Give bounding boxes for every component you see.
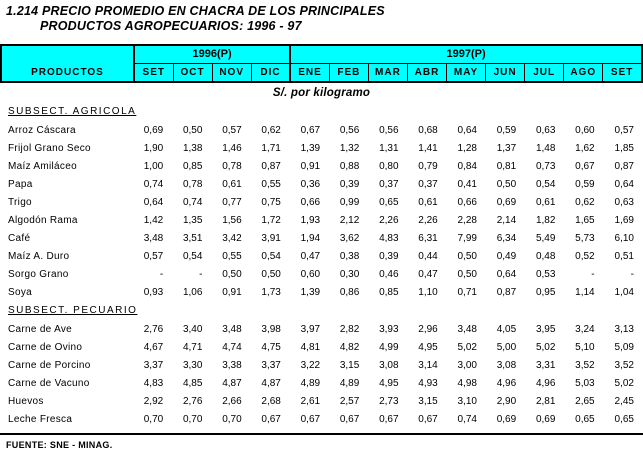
price-cell: 5,02 xyxy=(535,341,556,353)
price-cell: 0,66 xyxy=(457,196,477,208)
month-header: NOV xyxy=(212,63,251,82)
product-name: Huevos xyxy=(8,395,44,407)
price-cell: 0,61 xyxy=(535,196,556,208)
product-row xyxy=(0,265,643,283)
price-cell: 0,55 xyxy=(261,178,281,190)
price-cell: 0,79 xyxy=(418,160,438,172)
price-cell: 0,64 xyxy=(143,196,164,208)
price-cell: 3,31 xyxy=(535,359,556,371)
price-cell: 0,93 xyxy=(143,286,164,298)
month-header: SET xyxy=(603,63,642,82)
price-cell: 0,67 xyxy=(418,413,438,425)
price-cell: 3,37 xyxy=(143,359,164,371)
price-cell: 1,94 xyxy=(300,232,321,244)
product-row xyxy=(0,283,643,301)
price-cell: 1,41 xyxy=(418,142,438,154)
price-cell: 1,39 xyxy=(300,286,321,298)
price-cell: 0,74 xyxy=(182,196,203,208)
price-cell: - xyxy=(591,268,595,280)
price-cell: 5,03 xyxy=(575,377,595,389)
price-cell: 0,54 xyxy=(182,250,203,262)
price-cell: 4,96 xyxy=(496,377,517,389)
price-cell: 4,87 xyxy=(222,377,242,389)
price-cell: 2,28 xyxy=(457,214,477,226)
price-cell: 0,64 xyxy=(614,178,634,190)
month-header: ENE xyxy=(290,63,329,82)
price-cell: 0,30 xyxy=(339,268,360,280)
price-cell: 0,48 xyxy=(535,250,556,262)
price-cell: 3,95 xyxy=(535,323,556,335)
price-cell: 0,67 xyxy=(379,413,399,425)
product-row xyxy=(0,392,643,410)
price-cell: 2,26 xyxy=(379,214,399,226)
price-cell: 2,96 xyxy=(418,323,438,335)
price-cell: 2,66 xyxy=(222,395,242,407)
price-cell: 0,69 xyxy=(143,124,164,136)
price-cell: 0,50 xyxy=(457,268,477,280)
price-cell: 4,99 xyxy=(379,341,399,353)
price-cell: 0,73 xyxy=(535,160,556,172)
price-cell: 3,51 xyxy=(182,232,203,244)
year-1996-header: 1996(P) xyxy=(134,45,290,63)
price-cell: 4,74 xyxy=(222,341,242,353)
price-cell: 2,76 xyxy=(182,395,203,407)
price-cell: 0,41 xyxy=(457,178,477,190)
price-cell: 1,71 xyxy=(261,142,281,154)
price-cell: 0,57 xyxy=(614,124,634,136)
price-cell: 2,76 xyxy=(143,323,164,335)
price-cell: 0,65 xyxy=(575,413,595,425)
price-cell: 6,10 xyxy=(614,232,634,244)
price-cell: 0,67 xyxy=(261,413,281,425)
price-cell: 0,38 xyxy=(339,250,360,262)
price-cell: 3,08 xyxy=(379,359,399,371)
product-name: Frijol Grano Seco xyxy=(8,142,91,154)
price-cell: 1,35 xyxy=(182,214,203,226)
product-name: Carne de Porcino xyxy=(8,359,91,371)
price-cell: 0,61 xyxy=(222,178,242,190)
price-cell: 0,95 xyxy=(535,286,556,298)
product-name: Carne de Vacuno xyxy=(8,377,90,389)
month-header: JUN xyxy=(486,63,525,82)
product-row xyxy=(0,175,643,193)
month-header: DIC xyxy=(251,63,290,82)
price-cell: 3,42 xyxy=(222,232,242,244)
price-cell: 0,65 xyxy=(614,413,634,425)
price-cell: 1,73 xyxy=(261,286,281,298)
price-cell: 0,49 xyxy=(496,250,517,262)
price-cell: 0,87 xyxy=(496,286,517,298)
price-cell: 0,71 xyxy=(457,286,477,298)
month-header: AGO xyxy=(564,63,603,82)
product-name: Algodón Rama xyxy=(8,214,78,226)
price-cell: 0,70 xyxy=(182,413,203,425)
price-cell: 3,30 xyxy=(182,359,203,371)
month-header: FEB xyxy=(329,63,368,82)
price-cell: 3,24 xyxy=(575,323,595,335)
page-title xyxy=(0,0,643,34)
price-cell: 1,69 xyxy=(614,214,634,226)
product-row xyxy=(0,157,643,175)
price-cell: 5,49 xyxy=(535,232,556,244)
year-1997-header: 1997(P) xyxy=(290,45,642,63)
price-cell: 4,95 xyxy=(418,341,438,353)
price-cell: 4,89 xyxy=(339,377,360,389)
price-cell: 6,34 xyxy=(496,232,517,244)
price-cell: 1,56 xyxy=(222,214,242,226)
price-cell: 1,72 xyxy=(261,214,281,226)
price-cell: 0,69 xyxy=(535,413,556,425)
price-cell: 4,75 xyxy=(261,341,281,353)
price-cell: 0,69 xyxy=(496,413,517,425)
product-name: Leche Fresca xyxy=(8,413,73,425)
price-cell: 0,39 xyxy=(339,178,360,190)
price-cell: 0,57 xyxy=(143,250,164,262)
price-cell: 4,83 xyxy=(143,377,164,389)
price-cell: 0,44 xyxy=(418,250,438,262)
price-cell: 1,85 xyxy=(614,142,634,154)
price-cell: 1,48 xyxy=(535,142,556,154)
price-cell: 3,52 xyxy=(614,359,634,371)
price-cell: 1,32 xyxy=(339,142,360,154)
price-cell: 1,10 xyxy=(418,286,438,298)
price-cell: 0,50 xyxy=(222,268,242,280)
price-cell: 3,93 xyxy=(379,323,399,335)
price-cell: 1,62 xyxy=(575,142,595,154)
price-cell: 3,48 xyxy=(143,232,164,244)
price-cell: 2,92 xyxy=(143,395,164,407)
price-cell: 3,08 xyxy=(496,359,517,371)
month-header: ABR xyxy=(407,63,446,82)
price-cell: 1,37 xyxy=(496,142,517,154)
price-cell: 4,67 xyxy=(143,341,164,353)
month-header: OCT xyxy=(173,63,212,82)
price-cell: 0,60 xyxy=(300,268,321,280)
section-row xyxy=(0,102,643,121)
price-cell: 0,64 xyxy=(496,268,517,280)
products-column-header: PRODUCTOS xyxy=(1,45,134,82)
price-cell: 0,64 xyxy=(457,124,477,136)
price-cell: 4,71 xyxy=(182,341,203,353)
month-header: MAY xyxy=(447,63,486,82)
section-row xyxy=(0,301,643,320)
price-cell: 1,42 xyxy=(143,214,164,226)
section-label: SUBSECT. AGRICOLA xyxy=(8,106,137,117)
price-cell: 0,62 xyxy=(261,124,281,136)
price-cell: 5,02 xyxy=(614,377,634,389)
price-cell: 4,98 xyxy=(457,377,477,389)
product-row xyxy=(0,247,643,265)
product-row xyxy=(0,229,643,247)
product-name: Sorgo Grano xyxy=(8,268,69,280)
product-row xyxy=(0,410,643,428)
price-cell: 1,38 xyxy=(182,142,203,154)
price-cell: 3,48 xyxy=(457,323,477,335)
price-cell: 3,00 xyxy=(457,359,477,371)
price-cell: 0,59 xyxy=(575,178,595,190)
price-cell: 0,46 xyxy=(379,268,399,280)
month-header: JUL xyxy=(525,63,564,82)
price-cell: 0,47 xyxy=(300,250,321,262)
price-cell: 0,37 xyxy=(418,178,438,190)
price-cell: 0,78 xyxy=(182,178,203,190)
price-cell: 1,00 xyxy=(143,160,164,172)
price-table-header xyxy=(0,44,643,83)
price-cell: 2,57 xyxy=(339,395,360,407)
section-cell xyxy=(0,301,643,320)
product-row xyxy=(0,356,643,374)
price-cell: 0,54 xyxy=(535,178,556,190)
section-cell xyxy=(0,102,643,121)
price-cell: 3,10 xyxy=(457,395,477,407)
price-cell: 0,77 xyxy=(222,196,242,208)
price-cell: 7,99 xyxy=(457,232,477,244)
price-cell: 3,91 xyxy=(261,232,281,244)
price-cell: 3,14 xyxy=(418,359,438,371)
price-cell: 0,85 xyxy=(379,286,399,298)
product-name: Papa xyxy=(8,178,33,190)
price-cell: 0,74 xyxy=(457,413,477,425)
price-cell: 4,96 xyxy=(535,377,556,389)
price-cell: 0,36 xyxy=(300,178,321,190)
price-cell: 0,81 xyxy=(496,160,517,172)
price-cell: 2,26 xyxy=(418,214,438,226)
price-cell: 0,57 xyxy=(222,124,242,136)
price-cell: 1,39 xyxy=(300,142,321,154)
price-cell: 1,46 xyxy=(222,142,242,154)
price-cell: 0,59 xyxy=(496,124,517,136)
price-cell: 1,28 xyxy=(457,142,477,154)
price-cell: 6,31 xyxy=(418,232,438,244)
price-cell: 0,78 xyxy=(222,160,242,172)
price-cell: 3,38 xyxy=(222,359,242,371)
price-cell: 4,93 xyxy=(418,377,438,389)
product-name: Trigo xyxy=(8,196,32,208)
price-cell: 3,22 xyxy=(300,359,321,371)
price-cell: 1,31 xyxy=(379,142,399,154)
price-cell: 2,90 xyxy=(496,395,517,407)
price-cell: 5,73 xyxy=(575,232,595,244)
price-table-body xyxy=(0,102,643,428)
price-cell: 0,88 xyxy=(339,160,360,172)
price-cell: 0,74 xyxy=(143,178,164,190)
year-header-row xyxy=(1,45,642,63)
price-cell: 2,61 xyxy=(300,395,321,407)
price-cell: 0,52 xyxy=(575,250,595,262)
price-cell: 1,06 xyxy=(182,286,203,298)
price-cell: 0,67 xyxy=(300,413,321,425)
section-label: SUBSECT. PECUARIO xyxy=(8,305,138,316)
price-cell: 0,50 xyxy=(496,178,517,190)
price-cell: 4,89 xyxy=(300,377,321,389)
product-row xyxy=(0,193,643,211)
price-cell: 0,75 xyxy=(261,196,281,208)
price-cell: 3,97 xyxy=(300,323,321,335)
price-cell: 2,81 xyxy=(535,395,556,407)
price-cell: 3,13 xyxy=(614,323,634,335)
product-name: Maíz Amiláceo xyxy=(8,160,77,172)
product-name: Carne de Ave xyxy=(8,323,73,335)
price-cell: 3,15 xyxy=(418,395,438,407)
price-cell: 1,65 xyxy=(575,214,595,226)
product-row xyxy=(0,121,643,139)
price-cell: 0,66 xyxy=(300,196,321,208)
price-cell: 4,83 xyxy=(379,232,399,244)
price-cell: 0,37 xyxy=(379,178,399,190)
price-cell: 0,63 xyxy=(614,196,634,208)
price-cell: 5,09 xyxy=(614,341,634,353)
product-name: Café xyxy=(8,232,31,244)
price-cell: 1,82 xyxy=(535,214,556,226)
price-cell: 2,65 xyxy=(575,395,595,407)
price-cell: 4,95 xyxy=(379,377,399,389)
price-cell: 0,50 xyxy=(261,268,281,280)
price-cell: 0,47 xyxy=(418,268,438,280)
price-cell: 0,50 xyxy=(457,250,477,262)
product-name: Soya xyxy=(8,286,32,298)
month-header: MAR xyxy=(368,63,407,82)
price-cell: 4,82 xyxy=(339,341,360,353)
product-row xyxy=(0,211,643,229)
price-cell: 0,87 xyxy=(614,160,634,172)
price-cell: 4,85 xyxy=(182,377,203,389)
price-cell: 4,05 xyxy=(496,323,517,335)
price-cell: 0,67 xyxy=(575,160,595,172)
price-cell: 0,51 xyxy=(614,250,634,262)
price-cell: 0,87 xyxy=(261,160,281,172)
price-cell: 0,69 xyxy=(496,196,517,208)
product-row xyxy=(0,374,643,392)
price-cell: 5,10 xyxy=(575,341,595,353)
product-name: Maíz A. Duro xyxy=(8,250,70,262)
page-title-line1: 1.214 PRECIO PROMEDIO EN CHACRA DE LOS PRINCIPALES xyxy=(6,4,385,18)
price-cell: 0,67 xyxy=(300,124,321,136)
price-cell: 0,61 xyxy=(418,196,438,208)
price-cell: 2,14 xyxy=(496,214,517,226)
price-cell: 0,99 xyxy=(339,196,360,208)
price-cell: 0,54 xyxy=(261,250,281,262)
price-cell: 0,63 xyxy=(535,124,556,136)
price-cell: 2,68 xyxy=(261,395,281,407)
price-cell: 0,86 xyxy=(339,286,360,298)
price-cell: 0,55 xyxy=(222,250,242,262)
price-cell: 4,87 xyxy=(261,377,281,389)
price-cell: 3,52 xyxy=(575,359,595,371)
price-cell: 0,56 xyxy=(339,124,360,136)
price-cell: 0,68 xyxy=(418,124,438,136)
price-cell: 0,85 xyxy=(182,160,203,172)
unit-label: S/. por kilogramo xyxy=(272,87,371,99)
product-name: Arroz Cáscara xyxy=(8,124,76,136)
product-row xyxy=(0,338,643,356)
price-cell: 0,56 xyxy=(379,124,399,136)
price-cell: 0,39 xyxy=(379,250,399,262)
source-note: FUENTE: SNE - MINAG. xyxy=(6,440,113,450)
price-cell: 3,62 xyxy=(339,232,360,244)
price-cell: 2,45 xyxy=(614,395,634,407)
product-name: Carne de Ovino xyxy=(8,341,83,353)
price-cell: 5,00 xyxy=(496,341,517,353)
price-cell: 0,84 xyxy=(457,160,477,172)
price-cell: 4,81 xyxy=(300,341,321,353)
price-cell: 0,60 xyxy=(575,124,595,136)
product-row xyxy=(0,320,643,338)
page-title-line2: PRODUCTOS AGROPECUARIOS: 1996 - 97 xyxy=(40,19,302,33)
price-cell: 3,98 xyxy=(261,323,281,335)
price-cell: 5,02 xyxy=(457,341,477,353)
price-cell: 0,53 xyxy=(535,268,556,280)
product-row xyxy=(0,139,643,157)
price-cell: 2,12 xyxy=(339,214,360,226)
price-cell: 3,37 xyxy=(261,359,281,371)
price-cell: 0,91 xyxy=(300,160,321,172)
price-cell: 1,93 xyxy=(300,214,321,226)
price-cell: 0,80 xyxy=(379,160,399,172)
price-cell: 0,67 xyxy=(339,413,360,425)
price-cell: 0,62 xyxy=(575,196,595,208)
price-cell: 0,65 xyxy=(379,196,399,208)
price-cell: 1,04 xyxy=(614,286,634,298)
price-cell: 0,70 xyxy=(222,413,242,425)
price-cell: - xyxy=(199,268,203,280)
price-cell: 3,15 xyxy=(339,359,360,371)
price-cell: 2,73 xyxy=(379,395,399,407)
price-cell: 3,40 xyxy=(182,323,203,335)
price-cell: 0,70 xyxy=(143,413,164,425)
price-cell: 1,90 xyxy=(143,142,164,154)
price-cell: 2,82 xyxy=(339,323,360,335)
price-cell: 1,14 xyxy=(575,286,595,298)
price-cell: - xyxy=(630,268,634,280)
price-cell: - xyxy=(159,268,164,280)
price-cell: 0,50 xyxy=(182,124,203,136)
price-cell: 3,48 xyxy=(222,323,242,335)
price-cell: 0,91 xyxy=(222,286,242,298)
month-header: SET xyxy=(134,63,173,82)
